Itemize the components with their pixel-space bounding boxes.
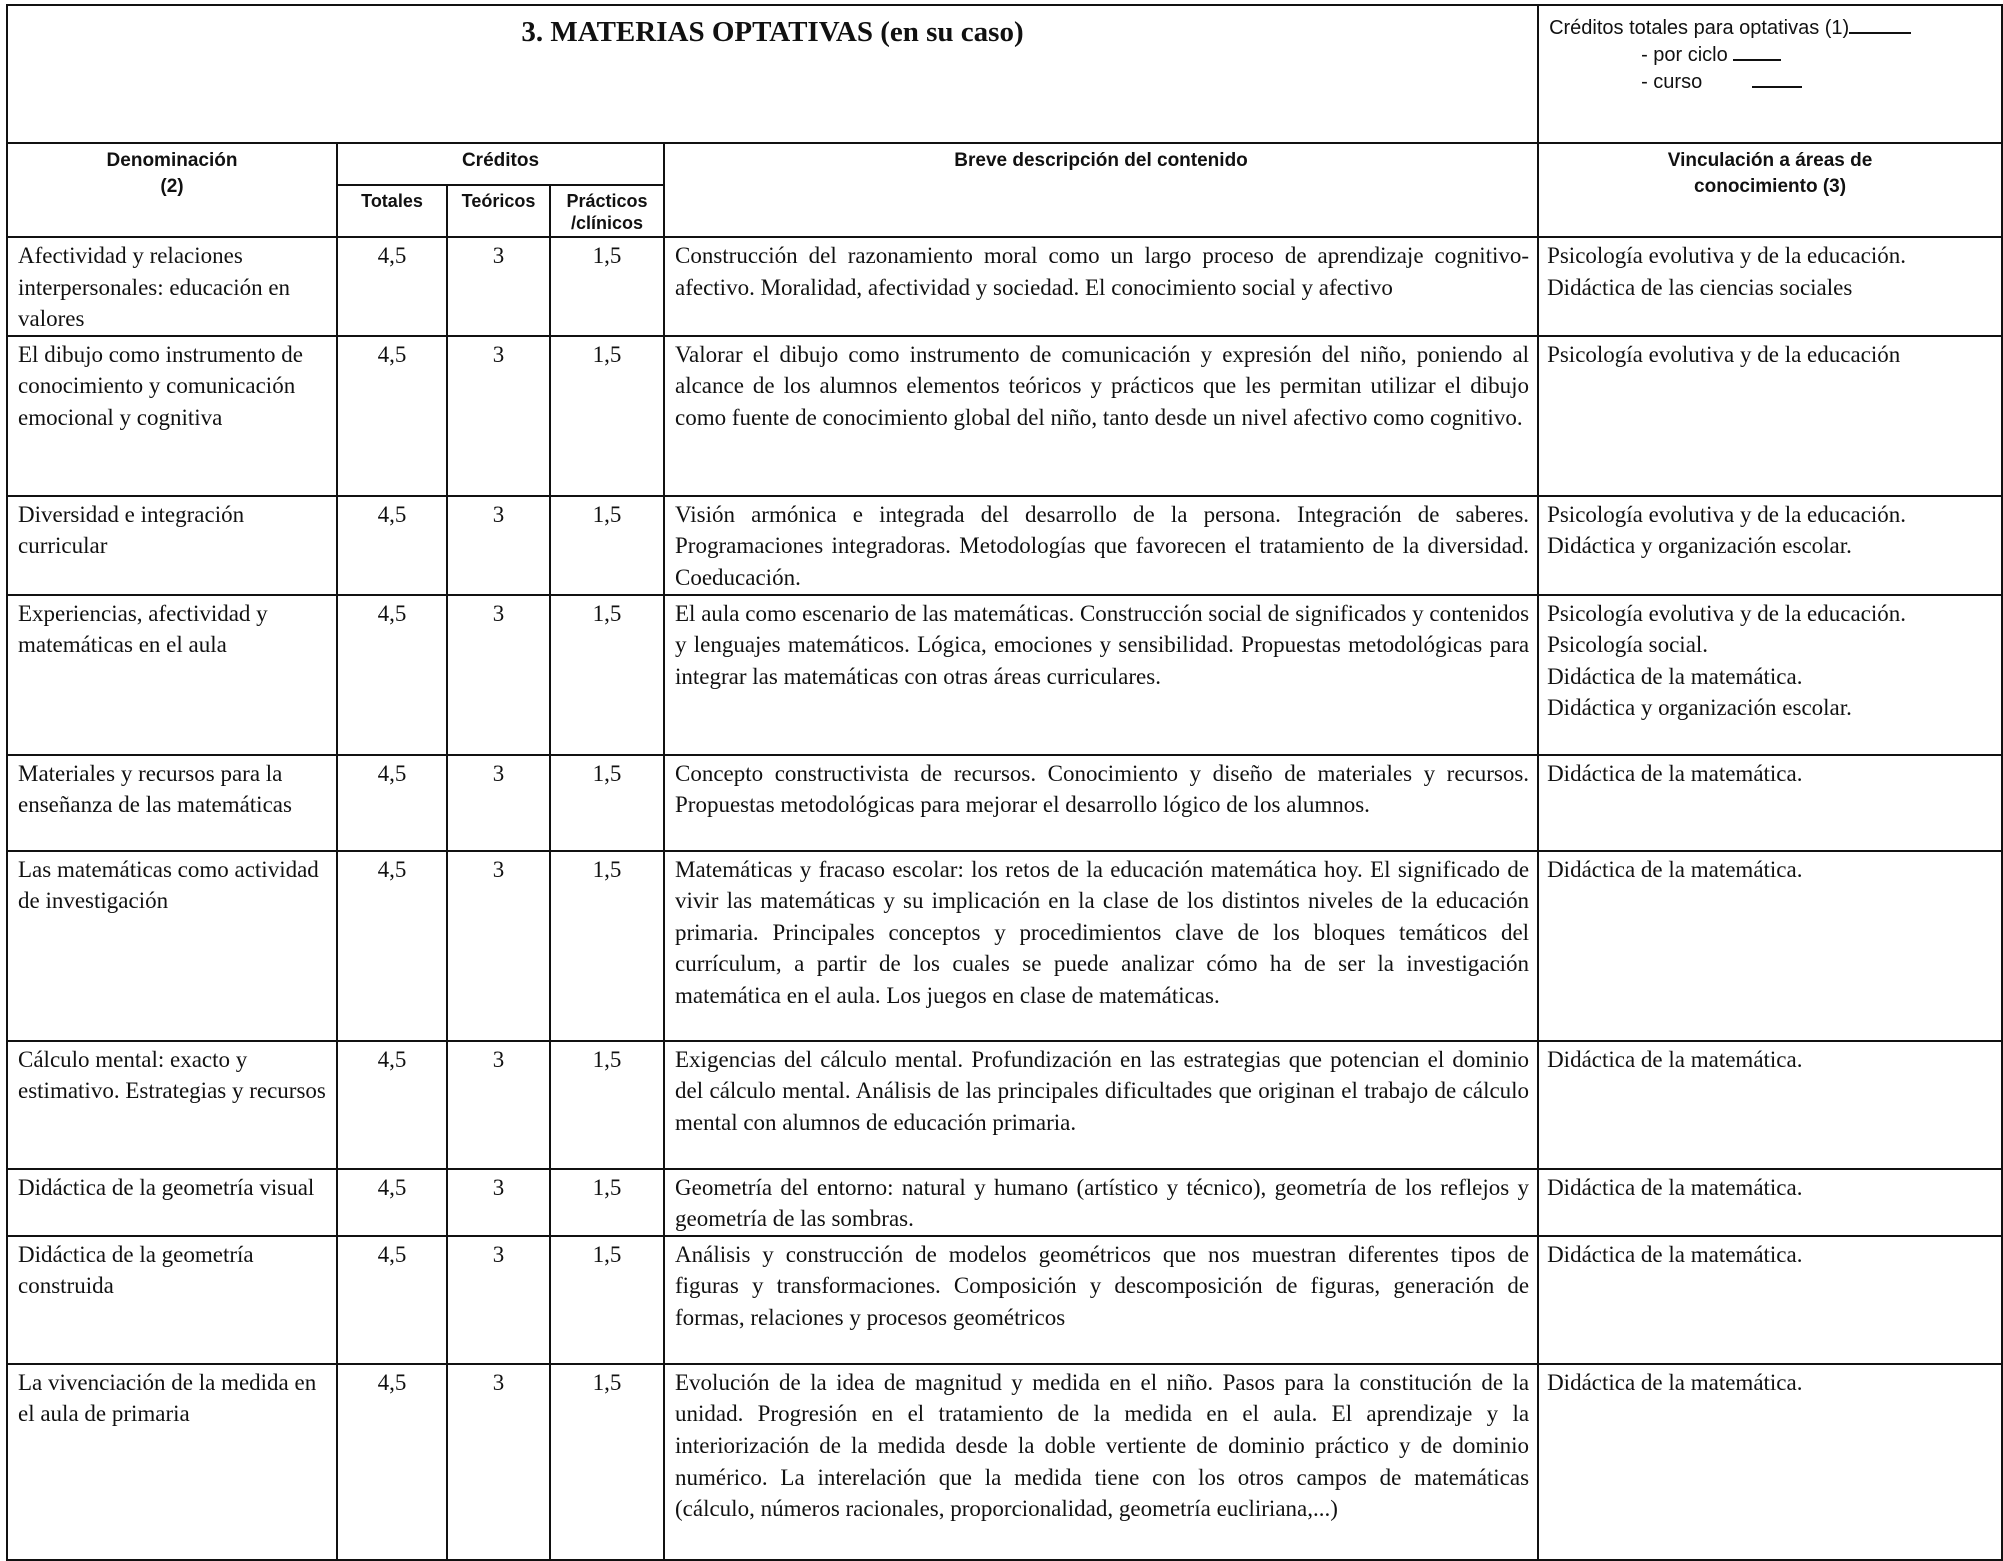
area-item: Didáctica de la matemática. xyxy=(1547,856,1803,882)
row-practicos: 1,5 xyxy=(550,1236,664,1364)
row-description: Análisis y construcción de modelos geométricos que nos muestran diferentes tipos de figuras y transformaciones. Composición y descomposición de figuras, generación de formas, relaciones y procesos geométricos xyxy=(664,1236,1538,1364)
area-item: Didáctica de la matemática. xyxy=(1547,1174,1803,1200)
col-vinculacion xyxy=(1538,143,2002,237)
col-denominacion-label: Denominación xyxy=(106,150,238,171)
row-teoricos: 3 xyxy=(447,851,550,1041)
row-practicos: 1,5 xyxy=(550,851,664,1041)
col-practicos xyxy=(550,185,664,237)
row-name: Materiales y recursos para la enseñanza de las matemáticas xyxy=(7,755,337,851)
title-text: 3. MATERIAS OPTATIVAS (en su caso) xyxy=(521,16,1024,48)
row-practicos: 1,5 xyxy=(550,595,664,755)
row-practicos: 1,5 xyxy=(550,496,664,595)
row-areas xyxy=(1538,851,2002,1041)
row-description: Geometría del entorno: natural y humano (artístico y técnico), geometría de los reflejos y geometría de las sombras. xyxy=(664,1169,1538,1236)
course-label: - curso xyxy=(1641,71,1703,93)
row-name: Didáctica de la geometría construida xyxy=(7,1236,337,1364)
row-teoricos: 3 xyxy=(447,595,550,755)
row-totales: 4,5 xyxy=(337,1364,447,1560)
table-row xyxy=(7,595,2002,755)
row-totales: 4,5 xyxy=(337,755,447,851)
row-totales: 4,5 xyxy=(337,1041,447,1169)
row-areas xyxy=(1538,1041,2002,1169)
area-item: Psicología evolutiva y de la educación xyxy=(1547,341,1901,367)
area-item: Didáctica y organización escolar. xyxy=(1547,695,1852,721)
area-item: Didáctica de la matemática. xyxy=(1547,1369,1803,1395)
col-creditos xyxy=(337,143,664,185)
row-totales: 4,5 xyxy=(337,1169,447,1236)
row-teoricos: 3 xyxy=(447,496,550,595)
col-denominacion-note: (2) xyxy=(160,176,184,197)
col-teoricos xyxy=(447,185,550,237)
row-areas xyxy=(1538,496,2002,595)
col-totales xyxy=(337,185,447,237)
area-item: Didáctica de la matemática. xyxy=(1547,663,1803,689)
row-name: Cálculo mental: exacto y estimativo. Estrategias y recursos xyxy=(7,1041,337,1169)
row-description: El aula como escenario de las matemáticas. Construcción social de significados y contenidos y lenguajes matemáticos. Lógica, emociones y sensibilidad. Propuestas metodológicas para integrar las matemáticas con otras áreas curriculares. xyxy=(664,595,1538,755)
row-description: Matemáticas y fracaso escolar: los retos de la educación matemática hoy. El significado de vivir las matemáticas y su implicación en la clase de los distintos niveles de la educación primaria. Principales conceptos y procedimientos clave de los bloques temáticos del currículum, a partir de los cuales se puede analizar cómo ha de ser la investigación matemática en el aula. Los juegos en clase de matemáticas. xyxy=(664,851,1538,1041)
col-totales-label: Totales xyxy=(361,191,423,211)
row-description: Construcción del razonamiento moral como un largo proceso de aprendizaje cognitivo-afectivo. Moralidad, afectividad y sociedad. El conocimiento social y afectivo xyxy=(664,237,1538,336)
row-areas xyxy=(1538,336,2002,496)
area-item: Didáctica de la matemática. xyxy=(1547,1046,1803,1072)
per-cycle-blank xyxy=(1733,41,1781,61)
course-blank xyxy=(1752,68,1802,88)
optativas-table xyxy=(6,4,2003,1561)
area-item: Didáctica de la matemática. xyxy=(1547,760,1803,786)
col-creditos-label: Créditos xyxy=(461,150,540,171)
row-name: La vivenciación de la medida en el aula de primaria xyxy=(7,1364,337,1560)
row-description: Valorar el dibujo como instrumento de comunicación y expresión del niño, poniendo al alcance de los alumnos elementos teóricos y prácticos que les permitan utilizar el dibujo como fuente de conocimiento global del niño, tanto desde un nivel afectivo como cognitivo. xyxy=(664,336,1538,496)
row-areas xyxy=(1538,595,2002,755)
row-totales: 4,5 xyxy=(337,595,447,755)
area-item: Psicología social. xyxy=(1547,632,1709,658)
col-descripcion xyxy=(664,143,1538,237)
col-practicos-label: Prácticos xyxy=(566,191,648,211)
per-cycle-label: - por ciclo xyxy=(1641,44,1728,66)
row-description: Evolución de la idea de magnitud y medida en el niño. Pasos para la constitución de la unidad. Progresión en el tratamiento de la medida en el aula. El aprendizaje y la interiorización de la medida desde la doble vertiente de dominio práctico y de dominio numérico. La interelación que la medida tiene con los otros campos de matemáticas (cálculo, números racionales, proporcionalidad, geometría eucliriana,...) xyxy=(664,1364,1538,1560)
area-item: Psicología evolutiva y de la educación. xyxy=(1547,501,1907,527)
row-name: Afectividad y relaciones interpersonales: educación en valores xyxy=(7,237,337,336)
header-row-1 xyxy=(7,143,2002,185)
row-totales: 4,5 xyxy=(337,496,447,595)
table-row xyxy=(7,237,2002,336)
table-row xyxy=(7,1236,2002,1364)
row-practicos: 1,5 xyxy=(550,755,664,851)
col-denominacion xyxy=(7,143,337,237)
credits-total-blank xyxy=(1849,14,1911,34)
row-description: Concepto constructivista de recursos. Conocimiento y diseño de materiales y recursos. Propuestas metodológicas para mejorar el desarrollo lógico de los alumnos. xyxy=(664,755,1538,851)
row-name: El dibujo como instrumento de conocimiento y comunicación emocional y cognitiva xyxy=(7,336,337,496)
row-description: Exigencias del cálculo mental. Profundización en las estrategias que potencian el dominio del cálculo mental. Análisis de las principales dificultades que originan el trabajo de cálculo mental con alumnos de educación primaria. xyxy=(664,1041,1538,1169)
row-description: Visión armónica e integrada del desarrollo de la persona. Integración de saberes. Programaciones integradoras. Metodologías que favorecen el tratamiento de la diversidad. Coeducación. xyxy=(664,496,1538,595)
row-name: Diversidad e integración curricular xyxy=(7,496,337,595)
title-row xyxy=(7,5,2002,143)
row-practicos: 1,5 xyxy=(550,1041,664,1169)
area-item: Psicología evolutiva y de la educación. xyxy=(1547,600,1907,626)
row-teoricos: 3 xyxy=(447,1236,550,1364)
col-practicos-label-2: /clínicos xyxy=(570,213,644,233)
row-areas xyxy=(1538,1169,2002,1236)
row-practicos: 1,5 xyxy=(550,336,664,496)
table-row xyxy=(7,336,2002,496)
page-title xyxy=(7,5,1538,143)
area-item: Didáctica de las ciencias sociales xyxy=(1547,274,1853,300)
col-vinculacion-label-2: conocimiento (3) xyxy=(1694,176,1847,197)
row-name: Didáctica de la geometría visual xyxy=(7,1169,337,1236)
col-teoricos-label: Teóricos xyxy=(461,191,536,211)
table-row xyxy=(7,496,2002,595)
row-teoricos: 3 xyxy=(447,1364,550,1560)
row-totales: 4,5 xyxy=(337,336,447,496)
row-teoricos: 3 xyxy=(447,1169,550,1236)
row-name: Las matemáticas como actividad de investigación xyxy=(7,851,337,1041)
row-areas xyxy=(1538,1236,2002,1364)
row-areas xyxy=(1538,237,2002,336)
row-teoricos: 3 xyxy=(447,755,550,851)
row-totales: 4,5 xyxy=(337,851,447,1041)
row-totales: 4,5 xyxy=(337,1236,447,1364)
col-vinculacion-label: Vinculación a áreas de xyxy=(1667,150,1873,171)
row-areas xyxy=(1538,755,2002,851)
table-row xyxy=(7,1169,2002,1236)
credits-note xyxy=(1538,5,2002,143)
table-row xyxy=(7,755,2002,851)
row-practicos: 1,5 xyxy=(550,237,664,336)
row-teoricos: 3 xyxy=(447,237,550,336)
row-teoricos: 3 xyxy=(447,336,550,496)
row-areas xyxy=(1538,1364,2002,1560)
row-teoricos: 3 xyxy=(447,1041,550,1169)
credits-total-label: Créditos totales para optativas (1) xyxy=(1549,17,1850,39)
area-item: Didáctica y organización escolar. xyxy=(1547,533,1852,559)
area-item: Psicología evolutiva y de la educación. xyxy=(1547,243,1907,268)
area-item: Didáctica de la matemática. xyxy=(1547,1241,1803,1267)
table-row xyxy=(7,851,2002,1041)
col-descripcion-label: Breve descripción del contenido xyxy=(954,150,1248,171)
table-row xyxy=(7,1041,2002,1169)
row-name: Experiencias, afectividad y matemáticas en el aula xyxy=(7,595,337,755)
row-practicos: 1,5 xyxy=(550,1364,664,1560)
table-row xyxy=(7,1364,2002,1560)
row-totales: 4,5 xyxy=(337,237,447,336)
row-practicos: 1,5 xyxy=(550,1169,664,1236)
